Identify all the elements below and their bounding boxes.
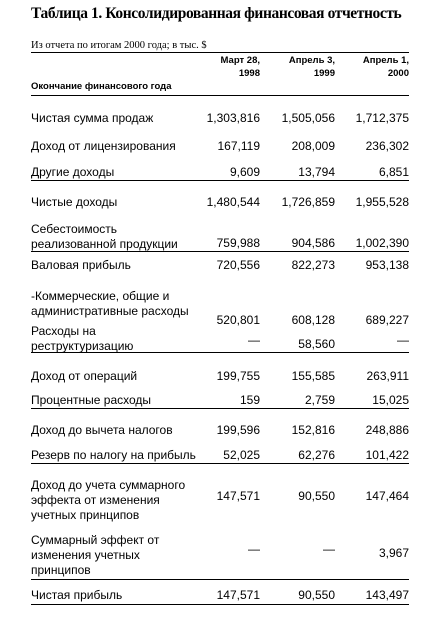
header-top-rule: [31, 52, 409, 53]
interest-expense-1998: 159: [239, 393, 260, 407]
document-subtitle: Из отчета по итогам 2000 года; в тыс. $: [31, 40, 207, 51]
restructuring-costs-2000: —: [397, 333, 409, 347]
restructuring-costs-1998: —: [248, 333, 260, 347]
income-tax-provision-1998: 52,025: [223, 448, 260, 462]
pretax-income-1999: 152,816: [291, 423, 335, 437]
row-label-net-income: Чистая прибыль: [31, 588, 123, 602]
row-label-sga-expenses: -Коммерческие, общие и административные расходы: [31, 289, 189, 318]
cumulative-effect-2000: 3,967: [378, 546, 409, 560]
licensing-income-1999: 208,009: [291, 139, 335, 153]
row-rule: [31, 579, 409, 580]
row-rule: [31, 352, 409, 353]
licensing-income-2000: 236,302: [365, 139, 409, 153]
gross-profit-2000: 953,138: [365, 258, 409, 272]
row-label-cumulative-effect: Суммарный эффект от изменения учетных принципов: [31, 533, 160, 577]
pretax-income-2000: 248,886: [365, 423, 409, 437]
cumulative-effect-1999: —: [323, 542, 335, 556]
row-label-interest-expense: Процентные расходы: [31, 393, 152, 407]
operating-income-1999: 155,585: [291, 369, 335, 383]
operating-income-1998: 199,755: [216, 369, 260, 383]
document-title: Таблица 1. Консолидированная финансовая отчетность: [31, 5, 402, 22]
row-label-operating-income: Доход от операций: [31, 369, 138, 383]
net-sales-1998: 1,303,816: [206, 111, 260, 125]
net-income-1999: 90,550: [298, 588, 335, 602]
row-label-income-tax-provision: Резерв по налогу на прибыль: [31, 448, 196, 462]
cost-of-goods-sold-2000: 1,002,390: [355, 236, 409, 250]
row-label-pretax-income: Доход до вычета налогов: [31, 423, 173, 437]
net-income-2000: 143,497: [365, 588, 409, 602]
licensing-income-1998: 167,119: [217, 139, 260, 153]
restructuring-costs-1999: 58,560: [298, 337, 335, 351]
row-label-income-before-accounting-change: Доход до учета суммарного эффекта от изменения учетных принципов: [31, 478, 186, 522]
gross-profit-1998: 720,556: [216, 258, 260, 272]
cost-of-goods-sold-1999: 904,586: [291, 236, 335, 250]
row-rule: [31, 463, 409, 464]
row-label-net-sales: Чистая сумма продаж: [31, 111, 154, 125]
other-income-2000: 6,851: [378, 165, 409, 179]
header-bottom-rule: [31, 95, 409, 96]
net-sales-1999: 1,505,056: [281, 111, 335, 125]
row-rule: [31, 604, 409, 605]
row-label-net-revenue: Чистые доходы: [31, 195, 118, 209]
sga-expenses-2000: 689,227: [365, 313, 409, 327]
net-revenue-1998: 1,480,544: [206, 195, 260, 209]
sga-expenses-1999: 608,128: [291, 313, 335, 327]
row-label-restructuring-costs: Расходы на реструктуризацию: [31, 324, 134, 353]
row-rule: [31, 408, 409, 409]
row-rule: [31, 180, 409, 181]
cumulative-effect-1998: —: [248, 542, 260, 556]
cost-of-goods-sold-1998: 759,988: [216, 236, 260, 250]
row-label-cost-of-goods-sold: Себестоимость реализованной продукции: [31, 222, 178, 251]
income-before-accounting-change-2000: 147,464: [365, 489, 409, 503]
net-revenue-2000: 1,955,528: [355, 195, 409, 209]
fiscal-year-header: Окончание финансового года: [31, 81, 172, 92]
other-income-1999: 13,794: [298, 165, 335, 179]
interest-expense-1999: 2,759: [304, 393, 335, 407]
column-header-1999: Апрель 3, 1999: [288, 55, 335, 79]
other-income-1998: 9,609: [229, 165, 260, 179]
column-header-1998: Март 28, 1998: [220, 55, 260, 79]
income-before-accounting-change-1998: 147,571: [216, 489, 260, 503]
interest-expense-2000: 15,025: [372, 393, 409, 407]
row-rule: [31, 251, 409, 252]
gross-profit-1999: 822,273: [291, 258, 335, 272]
net-revenue-1999: 1,726,859: [281, 195, 335, 209]
column-header-2000: Апрель 1, 2000: [362, 55, 409, 79]
operating-income-2000: 263,911: [366, 369, 409, 383]
net-income-1998: 147,571: [216, 588, 260, 602]
sga-expenses-1998: 520,801: [216, 313, 260, 327]
row-label-gross-profit: Валовая прибыль: [31, 258, 131, 272]
income-before-accounting-change-1999: 90,550: [298, 489, 335, 503]
row-label-licensing-income: Доход от лицензирования: [31, 139, 176, 153]
income-tax-provision-1999: 62,276: [298, 448, 335, 462]
row-label-other-income: Другие доходы: [31, 165, 115, 179]
pretax-income-1998: 199,596: [216, 423, 260, 437]
income-tax-provision-2000: 101,422: [365, 448, 409, 462]
net-sales-2000: 1,712,375: [355, 111, 409, 125]
